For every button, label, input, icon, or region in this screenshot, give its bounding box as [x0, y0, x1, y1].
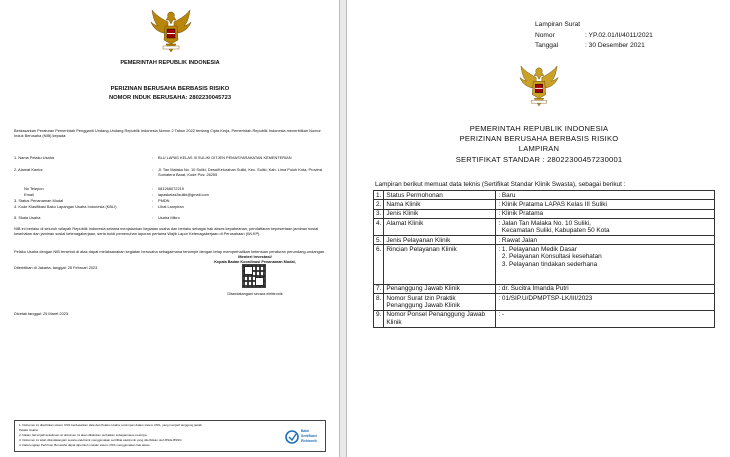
electronic-signature-note: Ditandatangani secara elektronik	[227, 292, 283, 296]
row-value: : Jalan Tan Malaka No. 10 Suliki, Kecamatan Suliki, Kabupaten 50 Kota	[496, 219, 715, 236]
footer-notes-box	[14, 420, 326, 452]
row-number: 8.	[374, 294, 384, 311]
field-label-investment: 3. Status Penanaman Modal	[14, 198, 64, 203]
field-label-scale: 5. Skala Usaha	[14, 215, 41, 220]
row-number: 9.	[374, 310, 384, 327]
license-title: PERIZINAN BERUSAHA BERBASIS RISIKO	[110, 86, 230, 92]
letter-number-label: Nomor	[535, 32, 555, 39]
letter-number-value: : YP.02.01/II/4011/2021	[585, 32, 653, 39]
clinic-data-table	[373, 190, 715, 328]
attachment-heading: LAMPIRAN	[518, 144, 560, 153]
field-label-kbli: 4. Kode Klasifikasi Baku Lapangan Usaha Indonesia (KBLI)	[14, 204, 117, 209]
field-value-phone: 081266072219	[158, 186, 184, 191]
letter-date-value: : 30 Desember 2021	[585, 42, 645, 49]
table-row	[374, 236, 715, 245]
row-value: : Rawat Jalan	[496, 236, 715, 245]
field-value-email: lapaskelas3suliki@gmail.com	[158, 192, 209, 197]
row-value: : Klinik Pratama	[496, 209, 715, 218]
table-row	[374, 219, 715, 236]
field-value-scale: Usaha Mikro	[158, 215, 180, 220]
government-heading: PEMERINTAH REPUBLIK INDONESIA	[469, 124, 609, 133]
footer-note: 3. Dokumen ini telah ditandatangani secara elektronik menggunakan sertifikat elektronik yang diterbitkan oleh BSrE-BSSN.	[19, 438, 183, 442]
field-colon: :	[152, 155, 154, 160]
field-colon: :	[152, 192, 154, 197]
row-label: Rincian Pelayanan Klinik	[384, 245, 496, 284]
row-value: : 01/SIP.U/DPMPTSP-LK/III/2023	[496, 294, 715, 311]
footer-note: 2. Dalam hal terjadi kekeliruan isi dokumen ini akan dilakukan perbaikan sebagaimana mestinya.	[19, 433, 148, 437]
field-label-email: Email	[24, 192, 34, 197]
letter-date-label: Tanggal	[535, 42, 559, 49]
table-row	[374, 284, 715, 293]
row-label: Jenis Klinik	[384, 209, 496, 218]
field-colon: :	[152, 186, 154, 191]
bsre-label: Sertifikasi	[301, 434, 317, 438]
field-value-kbli: Lihat Lampiran	[158, 204, 184, 209]
footer-note: Pelaku Usaha.	[19, 428, 39, 432]
field-label-business-name: 1. Nama Pelaku Usaha	[14, 155, 55, 160]
row-value: : 1. Pelayanan Medik Dasar 2. Pelayanan Konsultasi kesehatan 3. Pelayanan tindakan sederhana	[496, 245, 715, 284]
standard-certificate-number: SERTIFIKAT STANDAR : 2802230045723000​1	[455, 155, 623, 164]
row-value: : -	[496, 310, 715, 327]
qr-code	[242, 264, 266, 288]
issued-date: Diterbitkan di Jakarta, tanggal: 28 Februari 2023	[14, 265, 98, 270]
table-row	[374, 310, 715, 327]
row-label: Nama Klinik	[384, 200, 496, 209]
field-value-address: Jl. Tan Malaka No. 10 Suliki, Desa/Kelurahan Suliki, Kec. Suliki, Kab. Lima Puluh Kota, Provinsi Sumatera Barat, Kode Pos: 26255	[158, 167, 323, 177]
row-label: Penanggung Jawab Klinik	[384, 284, 496, 293]
validity-paragraph: NIB ini berlaku di seluruh wilayah Republik Indonesia selama menjalankan kegiatan usaha dan berlaku sebagai hak akses kepabeanan, pendaftaran kepesertaan jaminan sosial kesehatan dan jaminan sosial ketenagakerjaan, serta bukti pemenuhan laporan pertama Wajib Lapor Ketenagakerjaan di Perusahaan (WLKP).	[14, 226, 319, 237]
attachment-label: Lampiran Surat	[535, 21, 581, 28]
signer-title: Menteri Investasi/	[238, 254, 272, 259]
row-number: 2.	[374, 200, 384, 209]
field-colon: :	[152, 215, 154, 220]
intro-paragraph: Berdasarkan Peraturan Pemerintah Pengganti Undang-Undang Republik Indonesia Nomor 2 Tahun 2022 tentang Cipta Kerja, Pemerintah Republik Indonesia menerbitkan Nomor Induk Berusaha (NIB) kepada:	[14, 128, 321, 139]
row-number: 1.	[374, 191, 384, 200]
garuda-emblem-icon	[519, 64, 559, 108]
garuda-emblem-icon	[150, 8, 192, 54]
bsre-logo-icon	[285, 430, 299, 444]
row-label: Nomor Ponsel Penanggung Jawab Klinik	[384, 310, 496, 327]
row-label: Nomor Surat Izin Praktik Penanggung Jawab Klinik	[384, 294, 496, 311]
bsre-logo	[285, 427, 325, 447]
nib-number: NOMOR INDUK BERUSAHA: 2802230045723	[108, 95, 232, 101]
table-row	[374, 294, 715, 311]
table-row	[374, 209, 715, 218]
field-value-business-name: BLU LAPAS KELAS III SULIKI DITJEN PEMASYARAKATAN KEMENTERIAN	[158, 155, 292, 160]
bsre-label: Balai	[301, 429, 309, 433]
nib-document-page	[0, 0, 340, 457]
table-row	[374, 200, 715, 209]
field-colon: :	[152, 198, 154, 203]
field-label-phone: No Telepon	[24, 186, 44, 191]
table-row	[374, 245, 715, 284]
row-value: : dr. Sucitra Imanda Putri	[496, 284, 715, 293]
signer-office: Kepala Badan Koordinasi Penanaman Modal,	[214, 260, 296, 264]
field-colon: :	[152, 204, 154, 209]
bsre-label: Elektronik	[301, 439, 317, 443]
attachment-intro: Lampiran berikut memuat data teknis (Sertifikat Standar Klinik Swasta), sebagai berikut :	[375, 181, 626, 188]
row-number: 4.	[374, 219, 384, 236]
row-number: 6.	[374, 245, 384, 284]
government-heading: PEMERINTAH REPUBLIK INDONESIA	[120, 60, 220, 66]
row-label: Jenis Pelayanan Klinik	[384, 236, 496, 245]
attachment-page	[346, 0, 730, 457]
row-label: Alamat Klinik	[384, 219, 496, 236]
activity-paragraph: Pelaku Usaha dengan NIB tersebut di atas dapat melaksanakan kegiatan berusaha sebagaimana terlampir dengan tetap memperhatikan ketentuan peraturan perundang-undangan.	[14, 249, 326, 254]
field-colon: :	[152, 167, 154, 172]
license-title: PERIZINAN BERUSAHA BERBASIS RISIKO	[459, 134, 619, 143]
table-row	[374, 191, 715, 200]
footer-note: 1. Dokumen ini diterbitkan sistem OSS berdasarkan data dari Pelaku Usaha, tersimpan dalam sistem OSS, yang menjadi tanggung jawab	[19, 423, 202, 427]
row-number: 7.	[374, 284, 384, 293]
printed-date: Dicetak tanggal: 29 Maret 2023	[14, 311, 69, 316]
row-number: 3.	[374, 209, 384, 218]
row-value: : Klinik Pratama LAPAS Kelas III Suliki	[496, 200, 715, 209]
field-value-investment: PMDN	[158, 198, 170, 203]
footer-note: 4. Data lengkap Perizinan Berusaha dapat diperoleh melalui sistem OSS menggunakan hak akses.	[19, 443, 151, 447]
field-label-address: 2. Alamat Kantor	[14, 167, 43, 172]
row-value: : Baru	[496, 191, 715, 200]
row-label: Status Permohonan	[384, 191, 496, 200]
row-number: 5.	[374, 236, 384, 245]
